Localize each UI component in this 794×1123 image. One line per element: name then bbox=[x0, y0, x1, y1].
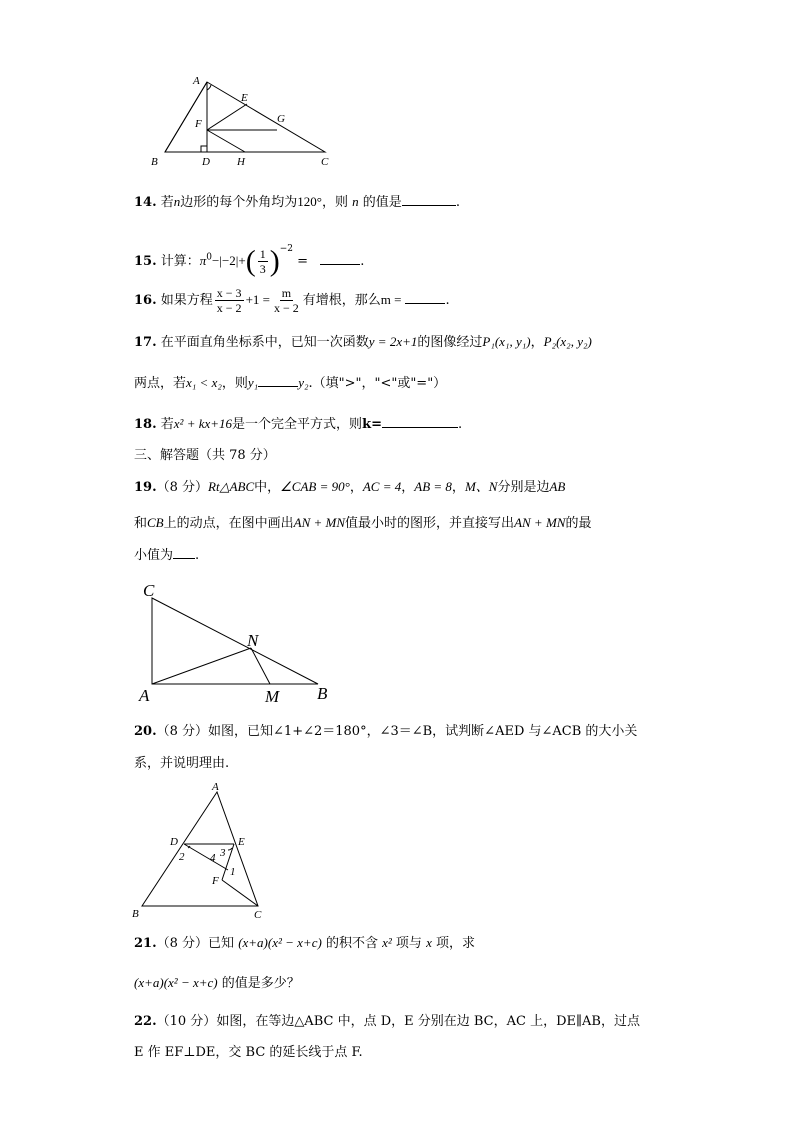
answer-blank[interactable] bbox=[320, 252, 360, 265]
figure-q20 bbox=[130, 778, 290, 920]
label-b: B bbox=[317, 684, 328, 703]
label-e: E bbox=[241, 92, 248, 104]
triangle-abc bbox=[142, 792, 258, 906]
label-h: H bbox=[237, 156, 245, 168]
label-f: F bbox=[195, 118, 202, 130]
answer-blank[interactable] bbox=[258, 374, 298, 387]
question-21-line2: (x+a)(x² − x+c) 的值是多少？ bbox=[134, 975, 300, 991]
label-a: A bbox=[193, 75, 200, 87]
label-m: M bbox=[265, 687, 280, 706]
answer-blank[interactable] bbox=[382, 415, 458, 428]
segment-fh bbox=[207, 130, 245, 152]
segment-fe bbox=[207, 104, 247, 130]
segment-fc bbox=[222, 880, 258, 906]
label-c: C bbox=[254, 909, 262, 920]
label-2: 2 bbox=[179, 851, 185, 863]
question-18: 18. 若x² + kx+16是一个完全平方式，则k= . bbox=[134, 416, 463, 432]
question-20-line1: 20.（8 分）如图，已知∠1+∠2＝180°，∠3＝∠B，试判断∠AED 与∠ACB 的大小关 bbox=[134, 724, 638, 739]
question-21-line1: 21.（8 分）已知 (x+a)(x² − x+c) 的积不含 x² 项与 x 项，求 bbox=[134, 935, 476, 951]
question-14: 14. 若n边形的每个外角均为120°，则 n 的值是 . bbox=[134, 194, 460, 210]
segment-nm bbox=[251, 648, 270, 684]
question-17-line1: 17. 在平面直角坐标系中，已知一次函数y = 2x+1的图像经过P₁(x₁, y₁)，P₂(x₂, y₂) bbox=[134, 334, 592, 350]
label-g: G bbox=[277, 113, 285, 125]
question-20-line2: 系，并说明理由. bbox=[134, 756, 230, 771]
question-19-line3: 小值为 . bbox=[134, 548, 200, 563]
answer-blank[interactable] bbox=[405, 291, 445, 304]
label-f: F bbox=[212, 875, 219, 887]
label-c: C bbox=[143, 581, 155, 600]
segment-an bbox=[152, 648, 251, 684]
question-22-line2: E 作 EF⊥DE，交 BC 的延长线于点 F. bbox=[134, 1045, 363, 1060]
figure-q13 bbox=[145, 72, 345, 172]
question-19-line2: 和CB上的动点，在图中画出AN + MN值最小时的图形，并直接写出AN + MN的最 bbox=[134, 515, 592, 531]
answer-blank[interactable] bbox=[402, 193, 456, 206]
question-16: 16. 如果方程 $\frac{x - 3}{x - 2}$ +1 = $\frac{m}{x - 2}$ 有增根，那么m = . bbox=[134, 286, 450, 315]
label-d: D bbox=[202, 156, 210, 168]
label-b: B bbox=[151, 156, 158, 168]
angle-mark-a bbox=[207, 85, 211, 90]
label-c: C bbox=[321, 156, 329, 168]
label-a: A bbox=[212, 781, 219, 793]
label-d: D bbox=[170, 836, 178, 848]
label-e: E bbox=[238, 836, 245, 848]
triangle-acb bbox=[152, 598, 318, 684]
question-17-line2: 两点，若x₁ < x₂，则y₁ y₂.（填">"，"<"或"="） bbox=[134, 375, 447, 391]
figure-q19 bbox=[135, 578, 345, 706]
question-15: 15. 计算：$\pi^0-|-2|+$( $\frac{1}{3}$ )$^{-2}$ = . bbox=[134, 244, 365, 278]
answer-blank[interactable] bbox=[173, 546, 195, 559]
section-title: 三、解答题（共 78 分） bbox=[134, 448, 276, 463]
question-19-line1: 19.（8 分）Rt△ABC中，∠CAB = 90°，AC = 4，AB = 8，M、N分别是边AB bbox=[134, 479, 566, 495]
label-b: B bbox=[132, 908, 139, 920]
label-n: N bbox=[247, 631, 259, 650]
right-angle-d bbox=[201, 146, 207, 152]
question-22-line1: 22.（10 分）如图，在等边△ABC 中，点 D，E 分别在边 BC，AC 上，DE∥AB，过点 bbox=[134, 1014, 640, 1029]
label-4: 4 bbox=[210, 852, 216, 864]
label-3: 3 bbox=[220, 847, 226, 859]
label-a: A bbox=[139, 686, 150, 705]
label-1: 1 bbox=[230, 866, 236, 878]
